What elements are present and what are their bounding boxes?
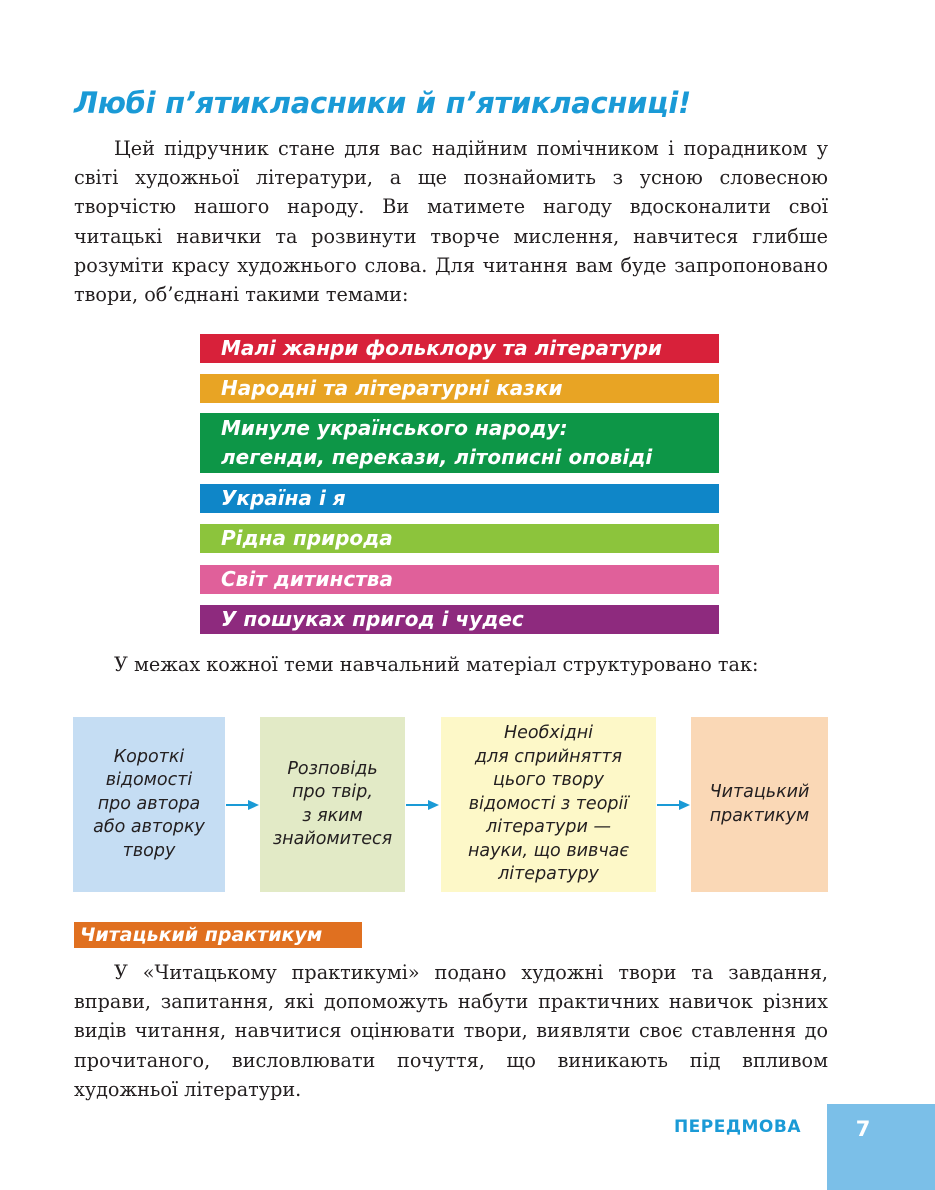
flow-arrow-icon: [226, 799, 260, 811]
page-number-tab: [827, 1104, 935, 1190]
section-tag-practicum: Читацький практикум: [74, 922, 362, 948]
footer-section-label: ПЕРЕДМОВА: [673, 1117, 801, 1137]
flow-line: відомості: [105, 770, 193, 791]
flow-line: Читацький: [709, 782, 810, 802]
flow-line: з яким: [302, 805, 363, 826]
flow-line: знайомитеся: [272, 829, 393, 849]
theme-item: [200, 565, 719, 594]
flow-box-work-story: [260, 717, 405, 892]
flow-line: літератури —: [486, 817, 611, 838]
structure-text: У межах кожної теми навчальний матеріал структуровано так:: [114, 653, 759, 676]
flow-line: твору: [122, 840, 176, 861]
practicum-text: У «Читацькому практикумі» подано художні твори та завдання, вправи, запитання, які допоможуть набути практичних навичок різних видів читання, навчитися оцінювати твори, виявляти своє ставлення до прочитаного, висловлювати почуття, що виникають під впливом художньої літератури.: [74, 961, 828, 1101]
theme-item: [200, 374, 719, 403]
theme-label: У пошуках пригод і чудес: [221, 607, 524, 631]
flow-box-reading-practicum: [691, 717, 828, 892]
theme-label: Минуле українського народу:: [221, 416, 568, 440]
flow-line: цього твору: [492, 770, 605, 791]
flow-line: практикум: [709, 805, 810, 826]
theme-label: Малі жанри фольклору та літератури: [221, 336, 663, 360]
theme-item: [200, 413, 719, 473]
flow-box-literary-theory: [441, 717, 656, 892]
theme-label: Світ дитинства: [221, 567, 393, 591]
theme-item: [200, 484, 719, 513]
theme-label: легенди, перекази, літописні оповіді: [221, 445, 653, 469]
flow-box-author-info: [73, 717, 225, 892]
flow-arrow-icon: [657, 799, 691, 811]
flow-line: про твір,: [292, 782, 373, 802]
structure-paragraph: [74, 650, 828, 679]
practicum-paragraph: [74, 958, 828, 1104]
theme-label: Народні та літературні казки: [221, 376, 563, 400]
flow-line: літературу: [498, 864, 599, 885]
page-heading: Любі п’ятикласники й п’ятикласниці!: [74, 86, 691, 120]
theme-label: Рідна природа: [221, 526, 393, 550]
page-number: 7: [855, 1117, 871, 1141]
intro-text: Цей підручник стане для вас надійним помічником і порадником у світі художньої літератури, а ще познайомить з усною словесною творчістю нашого народу. Ви матимете нагоду вдосконалити свої читацькі навички та розвинути творче мислення, навчитеся глибше розуміти красу художнього слова. Для читання вам буде запропоновано твори, об’єднані такими темами:: [74, 137, 828, 307]
flow-line: відомості з теорії: [468, 793, 629, 814]
theme-label: Україна і я: [221, 486, 346, 510]
flow-line: або авторку: [93, 817, 205, 838]
flow-line: про автора: [97, 793, 201, 814]
theme-item: [200, 334, 719, 363]
flow-line: Короткі: [113, 746, 185, 767]
theme-item: [200, 524, 719, 553]
flow-line: Необхідні: [503, 723, 594, 744]
flow-line: Розповідь: [287, 758, 378, 779]
flow-arrow-icon: [406, 799, 440, 811]
flow-line: для сприйняття: [474, 746, 623, 767]
flow-line: науки, що вивчає: [467, 840, 629, 861]
theme-item: [200, 605, 719, 634]
intro-paragraph: [74, 134, 828, 309]
